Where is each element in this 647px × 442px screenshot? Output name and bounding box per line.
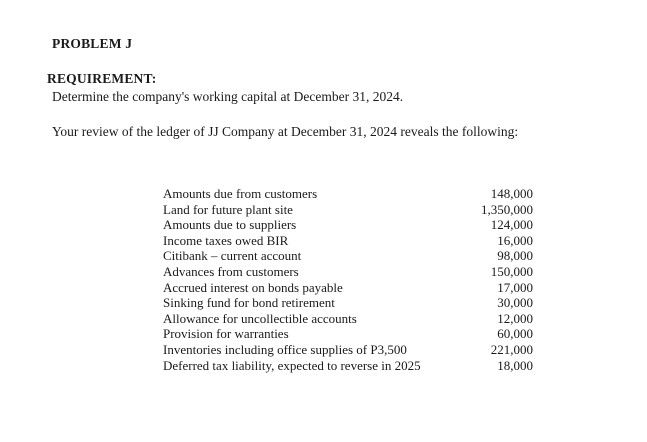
- ledger-amount: 124,000: [490, 217, 533, 233]
- ledger-row: [163, 326, 533, 342]
- ledger-amount: 148,000: [490, 186, 533, 201]
- ledger-row: [163, 186, 533, 202]
- ledger-amount: 150,000: [490, 263, 533, 279]
- ledger-row: [163, 248, 533, 264]
- ledger-label: Sinking fund for bond retirement: [163, 295, 335, 311]
- ledger-amount: 17,000: [497, 279, 533, 295]
- ledger-label: Inventories including office supplies of P3,500: [163, 341, 407, 357]
- ledger-label: Provision for warranties: [163, 326, 289, 342]
- ledger-row: [163, 295, 533, 311]
- ledger-amount: 60,000: [497, 326, 533, 342]
- ledger-list: [163, 186, 533, 373]
- ledger-label: Allowance for uncollectible accounts: [163, 310, 357, 326]
- ledger-label: Amounts due from customers: [163, 186, 318, 201]
- ledger-label: Land for future plant site: [163, 201, 293, 217]
- ledger-amount: 98,000: [497, 248, 533, 264]
- ledger-row: [163, 233, 533, 249]
- ledger-label: Deferred tax liability, expected to reverse in 2025: [163, 357, 421, 373]
- ledger-amount: 16,000: [497, 232, 533, 248]
- ledger-row: [163, 217, 533, 233]
- requirement-heading: REQUIREMENT:: [47, 71, 157, 86]
- ledger-amount: 1,350,000: [481, 201, 533, 217]
- ledger-row: [163, 342, 533, 358]
- ledger-row: [163, 264, 533, 280]
- ledger-intro: Your review of the ledger of JJ Company at December 31, 2024 reveals the following:: [52, 124, 519, 139]
- requirement-text: Determine the company's working capital at December 31, 2024.: [52, 89, 404, 104]
- ledger-row: [163, 202, 533, 218]
- ledger-row: [163, 311, 533, 327]
- ledger-label: Accrued interest on bonds payable: [163, 279, 343, 295]
- ledger-amount: 30,000: [497, 295, 533, 311]
- ledger-row: [163, 358, 533, 374]
- ledger-label: Citibank – current account: [163, 248, 302, 264]
- problem-title: PROBLEM J: [52, 36, 133, 51]
- ledger-amount: 12,000: [497, 310, 533, 326]
- ledger-amount: 221,000: [490, 341, 533, 357]
- ledger-amount: 18,000: [497, 357, 533, 373]
- ledger-row: [163, 280, 533, 296]
- ledger-label: Advances from customers: [163, 263, 299, 279]
- ledger-label: Amounts due to suppliers: [163, 217, 297, 233]
- ledger-label: Income taxes owed BIR: [163, 232, 289, 248]
